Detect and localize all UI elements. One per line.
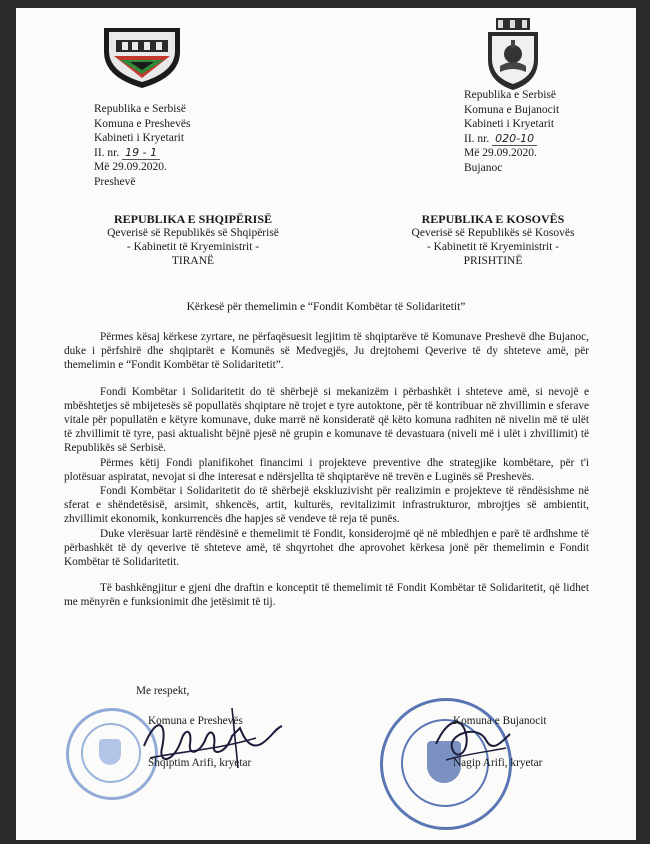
recipient-kosovo [378,212,608,268]
paragraph: Përmes kësaj kërkese zyrtare, ne përfaqësuesit legjitim të shqiptarëve të Komunave Preshevë dhe Bujanoc, duke i përfshirë dhe shqiptarët e Komunës së Medvegjës, Ju drejtohemi Qeverive të dy shteteve amë, për themelimin e “Fondit Kombëtar të Solidaritetit”. [64,331,589,372]
nr-label: II. nr. [464,132,490,145]
left-header-place: Preshevë [94,175,136,188]
right-header-place: Bujanoc [464,161,503,174]
paragraph: Duke vlerësuar lartë rëndësinë e themelimit të Fondit, konsiderojmë që në mbledhjen e parë të ardhshme të përbashkët të dy qeverive të shteteve amë, të shqyrtohet dhe aprovohet kërkesa jonë për themelimin e Fondit Kombëtar të Solidaritetit. [64,527,589,569]
nr-label: II. nr. [94,146,120,159]
right-letterhead [464,88,559,175]
right-header-line: Komuna e Bujanocit [464,103,560,116]
right-signatory-name: Nagip Arifi, kryetar [453,757,543,769]
left-signatory-org: Komuna e Preshevës [148,715,243,727]
right-header-line: Republika e Serbisë [464,89,556,101]
paragraph: Të bashkëngjitur e gjeni dhe draftin e konceptit të themelimit të Fondit Kombëtar të Solidaritetit, që lidhet me mënyrën e funksionimit dhe jetësimit të tij. [64,582,589,609]
left-reference-number [94,146,190,161]
recipient-city: PRISHTINË [463,255,523,267]
paragraph: Fondi Kombëtar i Solidaritetit do të shërbejë ekskluzivisht për realizimin e projekteve të rëndësishme në sferat e shëndetësisë, arsimit, shkencës, artit, kulturës, revitalizimit infrastrukturor, mbrojtjes së ambientit, zhvillimit ekonomik, konkurrencës dhe hapjes së vendeve të reja të punës. [64,485,589,526]
left-signatory-name: Shqiptim Arifi, kryetar [148,757,252,769]
handwritten-number: 19 - 1 [122,146,160,160]
left-letterhead [94,102,190,189]
paragraph: Përmes këtij Fondi planifikohet financimi i projekteve preventive dhe strategjike kombëtare, për t'i plotësuar aspiratat, nevojat si dhe interesat e ndërsjellta të shqiptarëve në trevën e Luginës së Preshevës. [64,456,589,483]
left-header-line: Komuna e Preshevës [94,117,191,130]
paragraph: Fondi Kombëtar i Solidaritetit do të shërbejë si mekanizëm i përbashkët i shteteve amë, si nevojë e mbështetjes së mbijetesës së popullatës shqiptare në trojet e tyre autoktone, për të kontribuar në zhvillimin e sferave vitale për popullatën e këtyre komunave, duke marrë në konsideratë që këto komuna radhiten në nivelin më të ulët të zhvillimit të tyre, pasi aktualisht bëjnë pjesë në grupin e komunave të devastuara (niveli më i ulët i zhvillimit) të Republikës së Serbisë. [64,385,589,455]
handwritten-number: 020-10 [492,132,537,146]
presheva-emblem-icon [100,22,184,92]
recipient-title: REPUBLIKA E KOSOVËS [421,212,565,226]
subject-line: Kërkesë për themelimin e “Fondit Kombëtar të Solidaritetit” [186,301,466,313]
recipient-title: REPUBLIKA E SHQIPËRISË [113,212,273,226]
bujanoc-emblem-icon [484,18,542,92]
subject-wrap [16,301,636,313]
left-header-date: Më 29.09.2020. [94,161,167,173]
closing-line: Me respekt, [136,685,190,697]
right-signatory-org: Komuna e Bujanocit [453,715,547,727]
recipient-line: Qeverisë së Republikës së Shqipërisë [107,227,279,239]
right-reference-number [464,132,559,147]
recipient-line: Qeverisë së Republikës së Kosovës [411,227,575,239]
recipient-city: TIRANË [171,255,215,267]
recipient-line: - Kabinetit të Kryeministrit - [426,241,560,253]
left-header-line: Kabineti i Kryetarit [94,132,185,144]
letter-body [64,330,589,610]
right-header-line: Kabineti i Kryetarit [464,118,555,130]
recipient-line: - Kabinetit të Kryeministrit - [126,241,260,253]
left-header-line: Republika e Serbisë [94,103,186,115]
right-header-date: Më 29.09.2020. [464,147,537,159]
document-page [16,8,636,840]
recipient-albania [78,212,308,268]
